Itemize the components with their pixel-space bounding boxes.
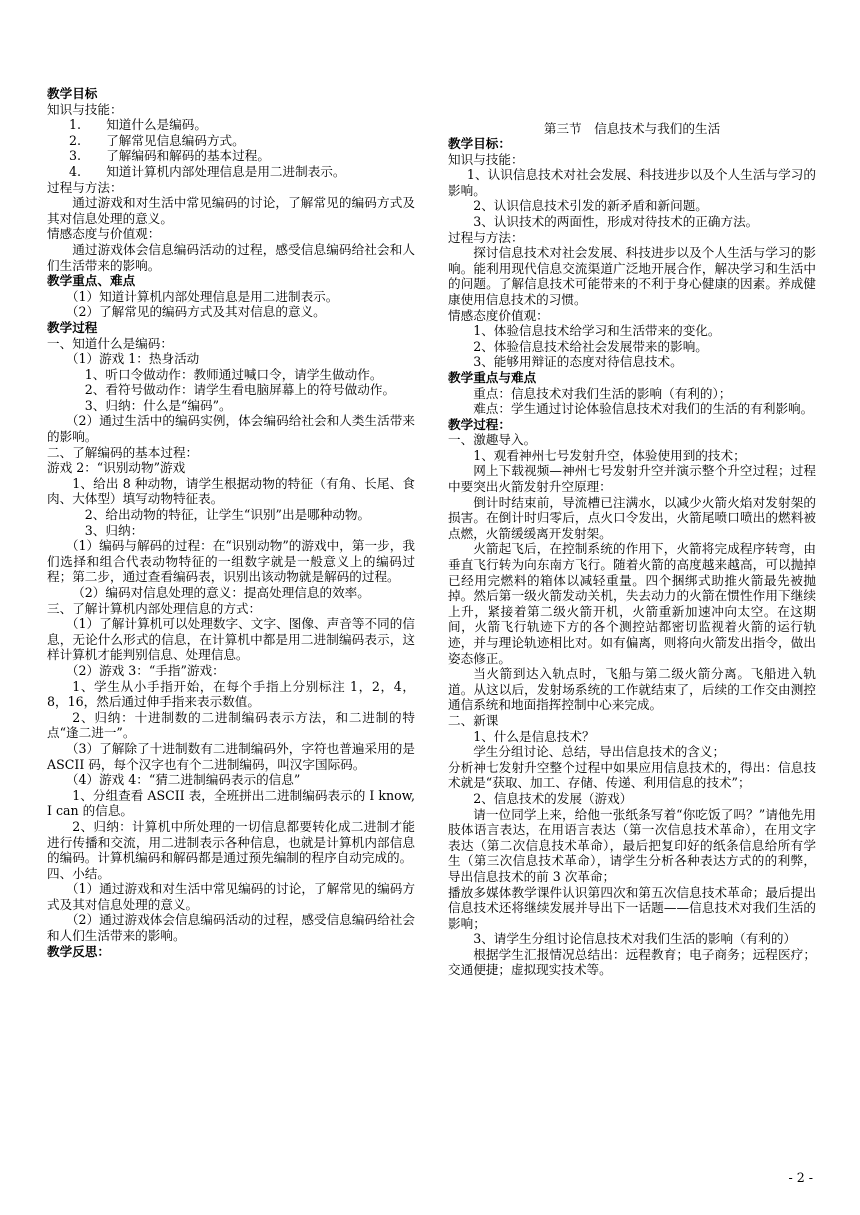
heading: 教学过程 [47, 319, 98, 335]
paragraph: （2）通过生活中的编码实例，体会编码给社会和人类生活带来的影响。 [47, 413, 415, 445]
paragraph: 通过游戏体会信息编码活动的过程，感受信息编码给社会和人们生活带来的影响。 [47, 241, 415, 273]
paragraph: 1. 知道什么是编码。 [69, 117, 207, 133]
paragraph: 4. 知道计算机内部处理信息是用二进制表示。 [69, 163, 346, 179]
paragraph: 知识与技能： [47, 101, 123, 117]
paragraph: 知识与技能： [448, 151, 524, 167]
paragraph: 游戏 2：“识别动物”游戏 [47, 460, 186, 476]
paragraph: 2. 了解常见信息编码方式。 [69, 132, 245, 148]
paragraph: 1、听口令做动作：教师通过喊口令，请学生做动作。 [84, 366, 383, 382]
paragraph: 3、请学生分组讨论信息技术对我们生活的影响（有利的） [473, 931, 797, 947]
paragraph: 1、给出 8 种动物，请学生根据动物的特征（有角、长尾、食肉、大体型）填写动物特征表。 [47, 475, 415, 507]
paragraph: 1、学生从小手指开始，在每个手指上分别标注 1，2，4，8，16，然后通过伸手指来表示数值。 [47, 678, 415, 710]
paragraph: 根据学生汇报情况总结出：远程教育；电子商务；远程医疗；交通便捷；虚拟现实技术等。 [448, 946, 816, 978]
paragraph: 3. 了解编码和解码的基本过程。 [69, 148, 270, 164]
paragraph: 通过游戏和对生活中常见编码的讨论，了解常见的编码方式及其对信息处理的意义。 [47, 195, 415, 226]
paragraph: （1）编码与解码的过程：在“识别动物”的游戏中，第一步，我们选择和组合代表动物特征的一组数字就是一般意义上的编码过程；第二步，通过查看编码表，识别出该动物就是解码的过程。 [47, 538, 415, 585]
paragraph: （2）通过游戏体会信息编码活动的过程，感受信息编码给社会和人们生活带来的影响。 [47, 912, 415, 944]
left-column [47, 86, 415, 959]
paragraph: 1、分组查看 ASCII 表，全班拼出二进制编码表示的 I know, I can 的信息。 [47, 787, 415, 819]
paragraph: 倒计时结束前，导流槽已注满水，以减少火箭火焰对发射架的损害。在倒计时归零后，点火口令发出，火箭尾喷口喷出的燃料被点燃，火箭缓缓离开发射架。 [448, 494, 816, 541]
paragraph: （4）游戏 4：“猜二进制编码表示的信息” [65, 772, 301, 788]
right-column [448, 136, 816, 978]
paragraph: 1、体验信息技术给学习和生活带来的变化。 [473, 323, 721, 339]
heading: 教学目标 [47, 86, 98, 101]
paragraph: 探讨信息技术对社会发展、科技进步以及个人生活与学习的影响。能利用现代信息交流渠道广泛地开展合作，解决学习和生活中的问题。了解信息技术可能带来的不利于身心健康的因素。养成健康使用信息技术的习惯。 [448, 245, 816, 307]
paragraph: 2、给出动物的特征，让学生“识别”出是哪种动物。 [84, 507, 371, 523]
paragraph: 学生分组讨论、总结，导出信息技术的含义； [473, 744, 726, 760]
paragraph: 过程与方法： [448, 229, 524, 245]
paragraph: （1）知道计算机内部处理信息是用二进制表示。 [65, 288, 339, 304]
paragraph: 3、归纳： [84, 522, 144, 538]
paragraph: 情感态度与价值观： [47, 226, 161, 242]
paragraph: 难点：学生通过讨论体验信息技术对我们的生活的有利影响。 [473, 401, 814, 417]
paragraph: 重点：信息技术对我们生活的影响（有利的）； [473, 385, 732, 401]
paragraph: 1、认识信息技术对社会发展、科技进步以及个人生活与学习的影响。 [448, 167, 816, 198]
paragraph: 当火箭到达入轨点时，飞船与第二级火箭分离。飞船进入轨道。从这以后，发射场系统的工作就结束了，后续的工作交由测控通信系统和地面指挥控制中心来完成。 [448, 666, 816, 713]
paragraph: 网上下载视频—神州七号发射升空并演示整个升空过程；过程中要突出火箭发射升空原理： [448, 463, 816, 495]
paragraph: 四、小结。 [47, 865, 110, 881]
paragraph: 3、归纳：什么是“编码”。 [84, 397, 232, 413]
paragraph: （1）通过游戏和对生活中常见编码的讨论，了解常见的编码方式及其对信息处理的意义。 [47, 881, 415, 912]
paragraph: 2、信息技术的发展（游戏） [473, 790, 633, 806]
paragraph: （2）编码对信息处理的意义：提高处理信息的效率。 [72, 585, 370, 600]
paragraph: （2）游戏 3：“手指”游戏： [65, 662, 225, 678]
paragraph: 三、了解计算机内部处理信息的方式： [47, 600, 262, 616]
paragraph: 火箭起飞后，在控制系统的作用下，火箭将完成程序转弯，由垂直飞行转为向东南方飞行。随着火箭的高度越来越高，可以抛掉已经用完燃料的箱体以减轻重量。四个捆绑式助推火箭最先被抛掉。然后第一级火箭发动关机，失去动力的火箭在惯性作用下继续上升，紧接着第二级火箭开机，火箭重新加速冲向太空。在这期间，火箭飞行轨迹下方的各个测控站都密切监视着火箭的运行轨迹，并与理论轨迹相比对。如有偏离，则将向火箭发出指令，做出姿态修正。 [448, 541, 816, 666]
heading: 教学目标： [448, 136, 511, 151]
paragraph: 2、归纳：十进制数的二进制编码表示方法，和二进制的特点“逢二进一”。 [47, 709, 415, 741]
paragraph: （1）了解计算机可以处理数字、文字、图像、声音等不同的信息，无论什么形式的信息，在计算机中都是用二进制编码表示，这样计算机才能判别信息、处理信息。 [47, 616, 415, 663]
paragraph: 3、认识技术的两面性，形成对待技术的正确方法。 [473, 213, 759, 229]
paragraph: 二、新课 [448, 712, 499, 728]
paragraph: 2、看符号做动作：请学生看电脑屏幕上的符号做动作。 [84, 382, 396, 398]
paragraph: 1、观看神州七号发射升空，体验使用到的技术； [473, 447, 746, 463]
page-number: - 2 - [788, 1170, 813, 1185]
paragraph: 二、了解编码的基本过程： [47, 444, 199, 460]
paragraph: 情感态度价值观： [448, 307, 549, 323]
section-title: 第三节 信息技术与我们的生活 [543, 121, 721, 136]
paragraph: 过程与方法： [47, 179, 123, 195]
paragraph: 请一位同学上来，给他一张纸条写着“你吃饭了吗？”请他先用肢体语言表达，在用语言表达（第一次信息技术革命），在用文字表达（第二次信息技术革命），最后把复印好的纸条信息给所有学生（第三次信息技术革命），请学生分析各种表达方式的的利弊，导出信息技术的前 3 次革命； [448, 806, 816, 884]
heading: 教学反思： [47, 943, 110, 959]
paragraph: 播放多媒体教学课件认识第四次和第五次信息技术革命；最后提出信息技术还将继续发展并导出下一话题——信息技术对我们生活的影响； [448, 884, 816, 931]
paragraph: 2、归纳：计算机中所处理的一切信息都要转化成二进制才能进行传播和交流，用二进制表示各种信息，也就是计算机内部信息的编码。计算机编码和解码都是通过预先编制的程序自动完成的。 [47, 818, 415, 866]
paragraph: （1）游戏 1：热身活动 [65, 351, 200, 367]
paragraph: 3、能够用辩证的态度对待信息技术。 [473, 354, 683, 370]
heading: 教学重点与难点 [448, 369, 537, 385]
paragraph: 2、认识信息技术引发的新矛盾和新问题。 [473, 198, 708, 214]
paragraph: 一、知道什么是编码： [47, 335, 173, 351]
paragraph: 1、什么是信息技术？ [473, 728, 595, 744]
paragraph: 分析神七发射升空整个过程中如果应用信息技术的，得出：信息技术就是“获取、加工、存储、传递、利用信息的技术”； [448, 759, 816, 791]
heading: 教学过程： [448, 416, 511, 432]
paragraph: 2、体验信息技术给社会发展带来的影响。 [473, 338, 708, 354]
paragraph: （2）了解常见的编码方式及其对信息的意义。 [65, 304, 326, 320]
paragraph: （3）了解除了十进制数有二进制编码外，字符也普遍采用的是 ASCII 码，每个汉字也有个二进制编码，叫汉字国际码。 [47, 740, 415, 772]
heading: 教学重点、难点 [47, 273, 136, 289]
paragraph: 一、激趣导入。 [448, 432, 537, 448]
